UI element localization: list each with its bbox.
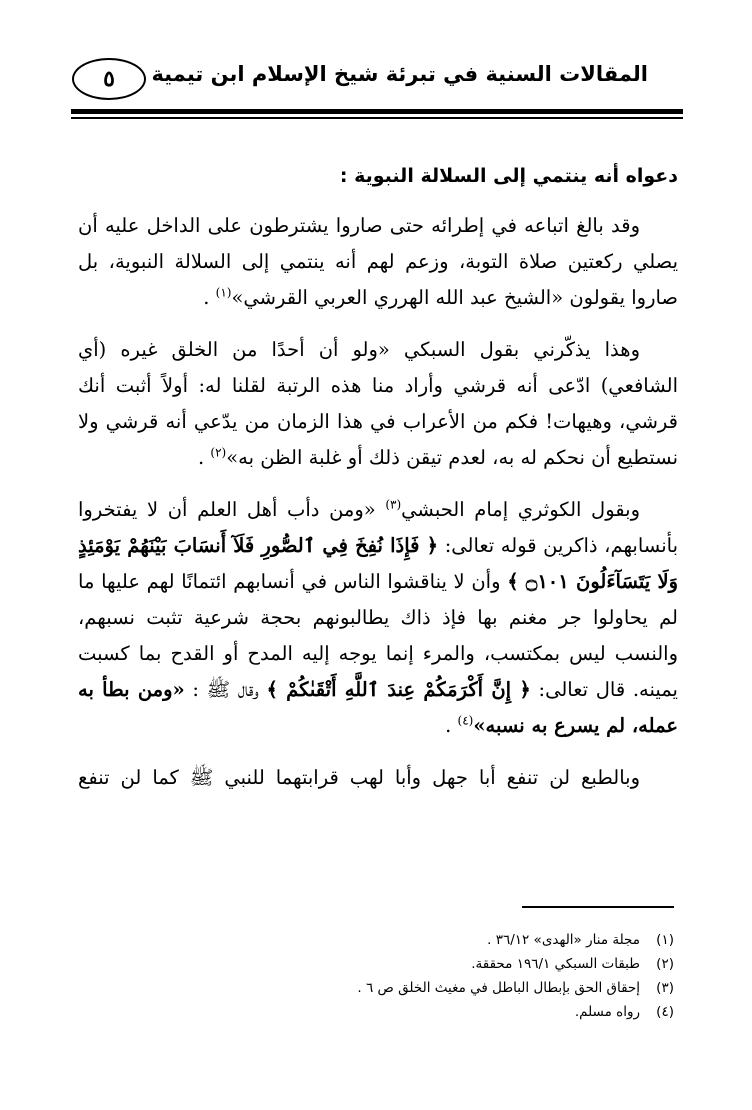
footnote-ref-1: (١): [215, 285, 232, 300]
paragraph-2: [78, 332, 678, 476]
header-rule-thick: [71, 109, 683, 114]
footnotes: [114, 928, 674, 1024]
paragraph-2-end: .: [197, 446, 211, 469]
footnote-text: رواه مسلم.: [574, 1004, 640, 1020]
paragraph-3-part-a: وبقول الكوثري إمام الحبشي: [401, 498, 640, 521]
footnote-ref-2: (٢): [210, 445, 227, 460]
footnote-ref-3: (٣): [385, 497, 402, 512]
running-header-title: المقالات السنية في تبرئة شيخ الإسلام ابن تيمية: [151, 62, 648, 86]
page-number-badge: ٥: [72, 58, 146, 100]
quran-verse-2: ﴿ إِنَّ أَكْرَمَكُمْ عِندَ ٱللَّهِ أَتْقَىٰكُمْ ﴾: [266, 678, 531, 701]
hadith-quote: «ومن بطأ به عمله، لم يسرع به نسبه»: [78, 678, 678, 737]
footnote-number: (٢): [656, 956, 674, 972]
paragraph-1: [78, 208, 678, 316]
paragraph-1-end: .: [203, 286, 216, 309]
footnote-2: [114, 952, 674, 976]
footnote-number: (٣): [656, 980, 674, 996]
footnote-text: مجلة منار «الهدى» ٣٦/١٢ .: [487, 932, 640, 948]
paragraph-2-text: وهذا يذكّرني بقول السبكي «ولو أن أحدًا من الخلق غيره (أي الشافعي) ادّعى أنه قرشي وأراد منا هذه الرتبة لقلنا له: أولاً أثبت أنك قرشي، وهيهات! فكم من الأعراب في هذا الزمان من يدّعي أنه قرشي ولا نستطيع أن نحكم له به، لعدم تيقن ذلك أو غلبة الظن به»: [78, 338, 678, 469]
footnote-number: (١): [656, 932, 674, 948]
section-heading: دعواه أنه ينتمي إلى السلالة النبوية :: [339, 165, 678, 187]
footnote-1: [114, 928, 674, 952]
body-text: [78, 158, 678, 812]
header-rule-thin: [71, 117, 683, 119]
paragraph-3-end: .: [445, 714, 458, 737]
paragraph-3: [78, 492, 678, 744]
footnote-ref-4: (٤): [457, 713, 474, 728]
footnote-separator: [522, 906, 674, 908]
paragraph-4: وبالطبع لن تنفع أبا جهل وأبا لهب قرابتهما للنبي ﷺ كما لن تنفع: [78, 766, 640, 789]
paragraph-1-text: وقد بالغ اتباعه في إطرائه حتى صاروا يشترطون على الداخل عليه أن يصلي ركعتين صلاة التوبة، وزعم لهم أنه ينتمي إلى السلالة النبوية، بل صاروا يقولون «الشيخ عبد الله الهرري العربي القرشي»: [78, 214, 678, 309]
footnote-4: [114, 1000, 674, 1024]
footnote-text: إحقاق الحق بإبطال الباطل في مغيث الخلق ص ٦ .: [357, 980, 640, 996]
paragraph-3-part-d: وقال ﷺ :: [184, 678, 267, 701]
footnote-text: طبقات السبكي ١٩٦/١ محققة.: [471, 956, 640, 972]
quran-verse-1: ﴿ فَإِذَا نُفِخَ فِي ٱلصُّورِ فَلَآ أَنسَابَ بَيْنَهُمْ يَوْمَئِذٍ وَلَا يَتَسَآءَلُونَ ۝١٠١ ﴾: [78, 534, 678, 593]
footnote-3: [114, 976, 674, 1000]
footnote-number: (٤): [656, 1004, 674, 1020]
paragraph-3-part-c: وأن لا يناقشوا الناس في أنسابهم ائتمانًا لهم عليها ما لم يحاولوا جر مغنم بها فإذ ذاك يطالبونهم بحجة شرعية تثبت نسبهم، والنسب ليس بمكتسب، والمرء إنما يوجه إليه المدح أو القدح بما كسبت يمينه. قال تعالى:: [78, 570, 678, 701]
paragraph-3-part-b: «ومن دأب أهل العلم أن لا يفتخروا بأنسابهم، ذاكرين قوله تعالى:: [78, 498, 678, 557]
